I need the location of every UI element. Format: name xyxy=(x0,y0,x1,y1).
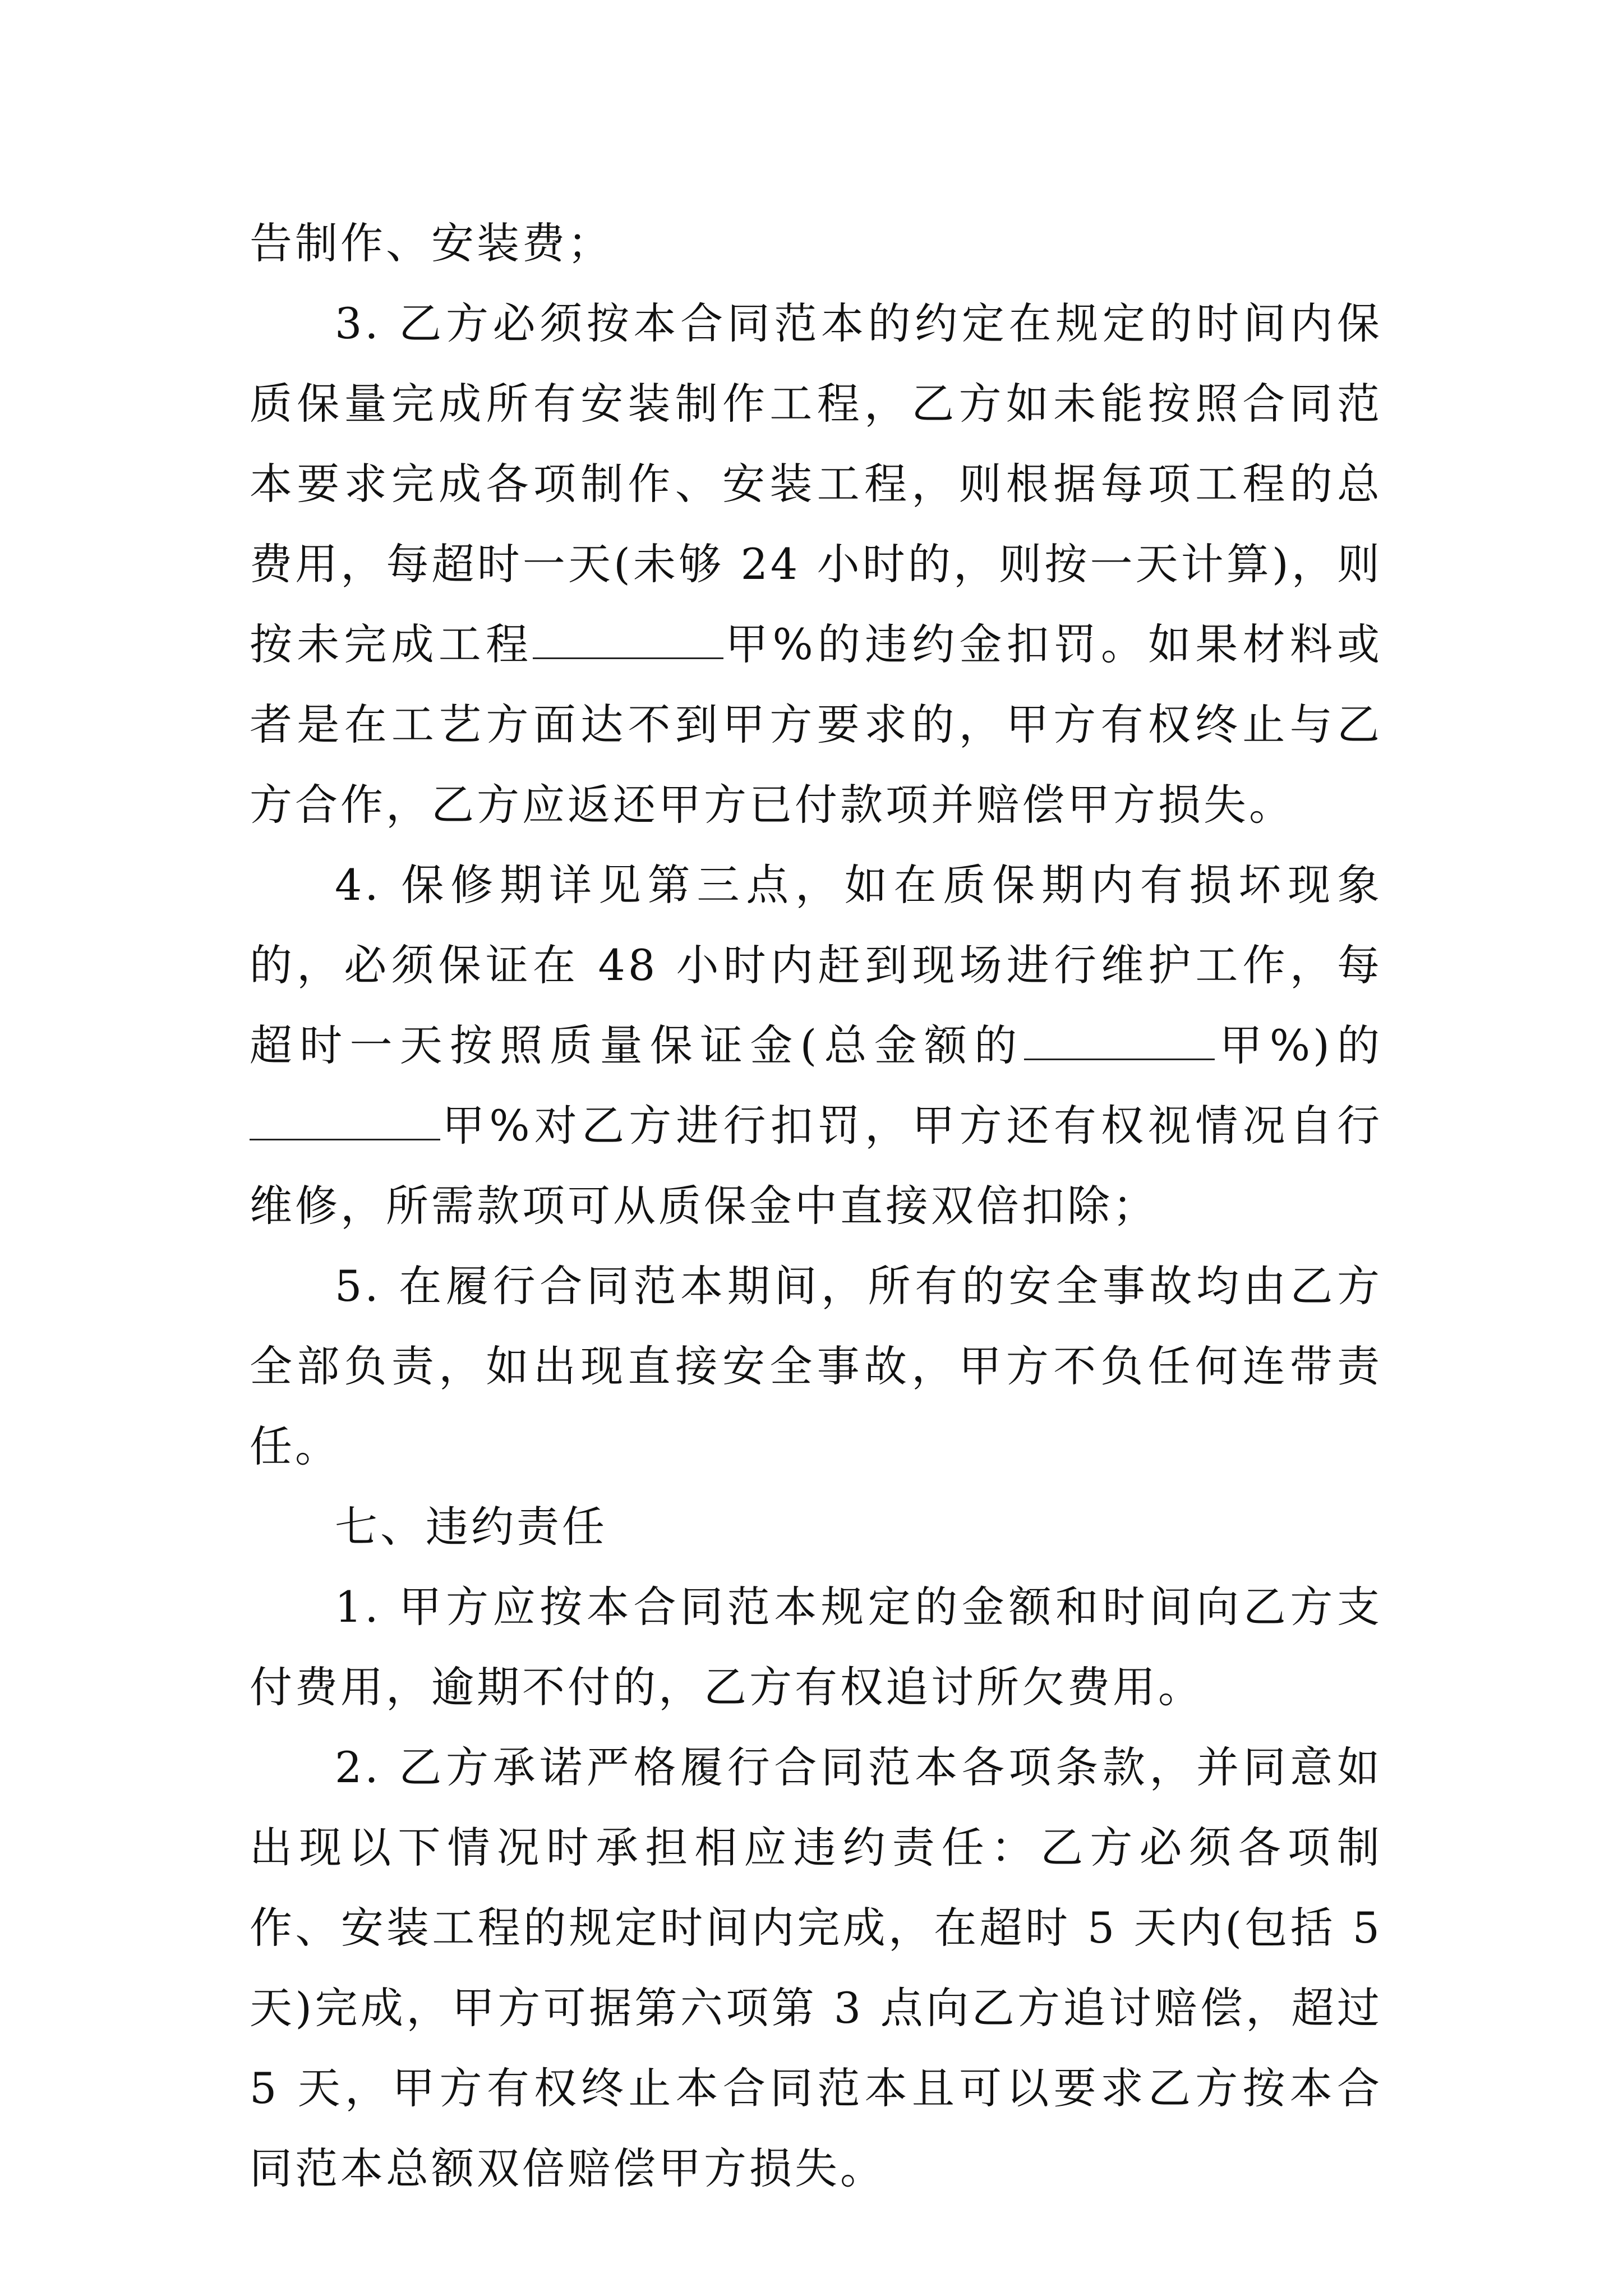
section-heading xyxy=(250,1487,1382,1567)
clause-text: 3. 乙方必须按本合同范本的约定在规定的时间内保质保量完成所有安装制作工程，乙方如未能按照合同范本要求完成各项制作、安装工程，则根据每项工程的总费用，每超时一天(未够 24 小时的，则按一天计算)，则按未完成工程 xyxy=(250,298,1382,669)
clause-3 xyxy=(250,283,1382,845)
clause-text-mid: 甲%)的 xyxy=(1215,1020,1382,1070)
heading-text: 七、违约责任 xyxy=(335,1502,607,1552)
clause-4 xyxy=(250,845,1382,1246)
clause-text: 4. 保修期详见第三点，如在质保期内有损坏现象的，必须保证在 48 小时内赶到现场进行维护工作，每超时一天按照质量保证金(总金额的 xyxy=(250,860,1382,1070)
paragraph-continuation xyxy=(250,203,1382,283)
clause-text: 1. 甲方应按本合同范本规定的金额和时间向乙方支付费用，逾期不付的，乙方有权追讨所欠费用。 xyxy=(250,1582,1382,1712)
clause-text: 5. 在履行合同范本期间，所有的安全事故均由乙方全部负责，如出现直接安全事故，甲方不负任何连带责任。 xyxy=(250,1261,1382,1471)
blank-field xyxy=(250,1105,440,1140)
blank-field xyxy=(533,624,723,659)
clause-text-continued: 甲%的违约金扣罚。如果材料或者是在工艺方面达不到甲方要求的，甲方有权终止与乙方合作，乙方应返还甲方已付款项并赔偿甲方损失。 xyxy=(250,619,1383,830)
breach-clause-1 xyxy=(250,1567,1382,1727)
clause-text: 2. 乙方承诺严格履行合同范本各项条款，并同意如出现以下情况时承担相应违约责任：乙方必须各项制作、安装工程的规定时间内完成，在超时 5 天内(包括 5 天)完成，甲方可据第六项第 3 点向乙方追讨赔偿，超过 5 天，甲方有权终止本合同范本且可以要求乙方按本合同范本总额双倍赔偿甲方损失。 xyxy=(250,1742,1382,2193)
clause-text-continued: 甲%对乙方进行扣罚，甲方还有权视情况自行维修，所需款项可从质保金中直接双倍扣除； xyxy=(250,1101,1382,1231)
breach-clause-2 xyxy=(250,1727,1382,2208)
clause-5 xyxy=(250,1246,1382,1487)
paragraph-text: 告制作、安装费； xyxy=(250,218,613,268)
blank-field xyxy=(1024,1025,1215,1060)
document-body xyxy=(250,203,1382,2208)
